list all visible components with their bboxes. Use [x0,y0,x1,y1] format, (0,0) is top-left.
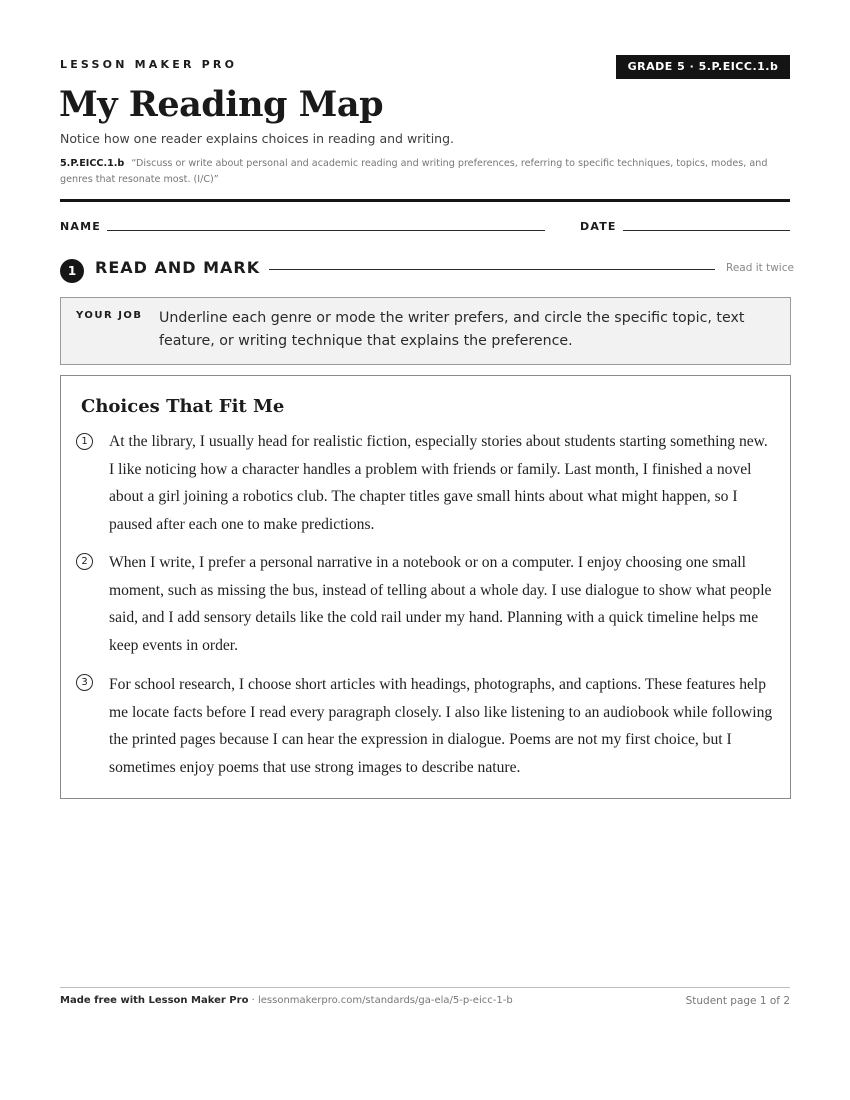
brand-name: LESSON MAKER PRO [60,58,238,71]
section-hint: Read it twice [726,262,794,274]
passage-paragraph: When I write, I prefer a personal narrative in a notebook or on a computer. I enjoy choosing one small moment, such as missing the bus, instead of telling about a whole day. I use dialogue to show what people said, and I add sensory details like the cold rail under my hand. Planning with a quick timeline helps me keep events in order. [109,554,772,654]
footer-page-number: Student page 1 of 2 [685,995,790,1007]
footer-made-with: Made free with Lesson Maker Pro [60,995,249,1006]
job-instructions: Underline each genre or mode the writer prefers, and circle the specific topic, text feature, or writing technique that explains the preference. [159,310,745,349]
job-label: YOUR JOB [76,310,143,321]
section-number-badge: 1 [60,259,84,283]
standard-note [60,156,790,188]
page-title: My Reading Map [59,84,384,125]
date-line[interactable] [623,230,790,231]
page-subtitle: Notice how one reader explains choices in reading and writing. [60,131,454,146]
footer-credit [60,995,513,1006]
paragraph-number: 3 [76,674,93,691]
grade-badge: GRADE 5 · 5.P.EICC.1.b [616,55,790,79]
date-label: DATE [580,220,617,233]
paragraph-number: 1 [76,433,93,450]
section-title: READ AND MARK [95,258,261,277]
passage-box [60,375,791,799]
footer-link[interactable]: · lessonmakerpro.com/standards/ga-ela/5-p-eicc-1-b [248,995,513,1006]
footer-divider [60,987,790,988]
passage-title: Choices That Fit Me [81,396,285,417]
name-line[interactable] [107,230,545,231]
header-divider [60,199,790,202]
section-rule [269,269,715,270]
passage-paragraph: For school research, I choose short articles with headings, photographs, and captions. These features help me locate facts before I read every paragraph closely. I also like listening to an audiobook while following the printed pages because I can hear the expression in dialogue. Poems are not my first choice, but I sometimes enjoy poems that use strong images to describe nature. [109,676,773,776]
standard-code: 5.P.EICC.1.b [60,158,125,169]
passage-paragraph: At the library, I usually head for realistic fiction, especially stories about students starting something new. I like noticing how a character handles a problem with friends or family. Last month, I finished a novel about a girl joining a robotics club. The chapter titles gave small hints about what might happen, so I paused after each one to make predictions. [109,433,768,533]
standard-text: “Discuss or write about personal and academic reading and writing preferences, referring to specific techniques, topics, modes, and genres that resonate most. (I/C)” [60,158,768,185]
job-box [60,297,791,365]
name-label: NAME [60,220,101,233]
paragraph-number: 2 [76,553,93,570]
